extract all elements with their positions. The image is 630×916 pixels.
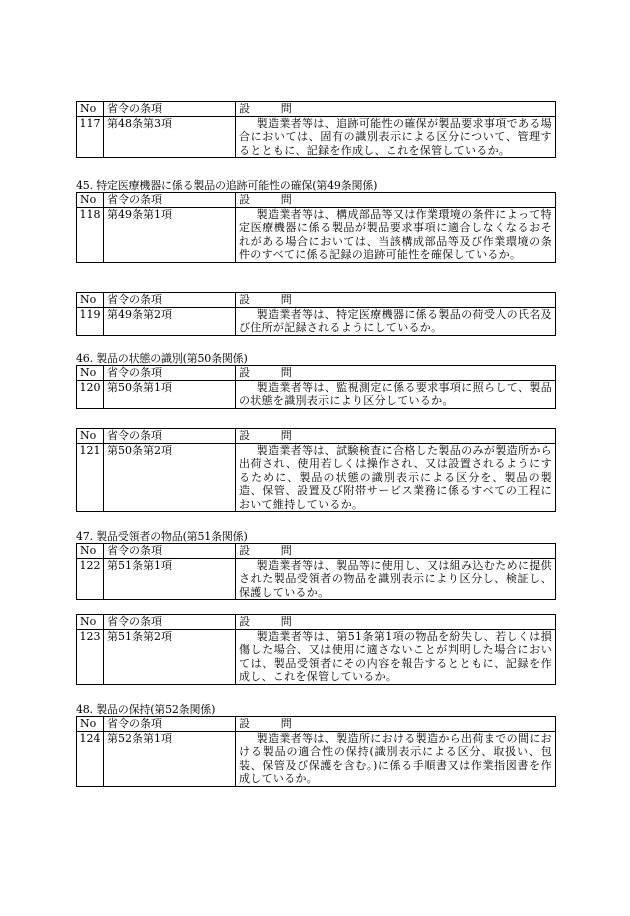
table-row xyxy=(77,116,556,158)
header-question: 設 問 xyxy=(236,429,556,444)
table-row xyxy=(77,731,556,786)
item-question: 製造業者等は、監視測定に係る要求事項に照らして、製品の状態を識別表示により区分しているか。 xyxy=(236,380,556,408)
table-header-row xyxy=(77,193,556,208)
section-heading-47: 47. 製品受領者の物品(第51条関係) xyxy=(76,530,248,543)
header-no: No xyxy=(77,366,104,381)
header-article: 省令の条項 xyxy=(104,544,236,559)
table-header-row xyxy=(77,429,556,444)
table-header-row xyxy=(77,544,556,559)
item-article: 第48条第3項 xyxy=(104,116,236,158)
item-no: 117 xyxy=(77,116,104,158)
question-table xyxy=(76,716,556,787)
header-article: 省令の条項 xyxy=(104,193,236,208)
header-no: No xyxy=(77,429,104,444)
question-table-118 xyxy=(76,192,555,263)
question-table xyxy=(76,365,556,409)
table-row xyxy=(77,307,556,335)
item-question: 製造業者等は、製品等に使用し、又は組み込むために提供された製品受領者の物品を識別表示により区分し、検証し、保護しているか。 xyxy=(236,558,556,600)
header-question: 設 問 xyxy=(236,193,556,208)
header-article: 省令の条項 xyxy=(104,717,236,732)
header-question: 設 問 xyxy=(236,615,556,630)
table-row xyxy=(77,558,556,600)
item-question: 製造業者等は、製造所における製造から出荷までの間における製品の適合性の保持(識別表示による区分、取扱い、包装、保管及び保護を含む。)に係る手順書又は作業指図書を作成しているか。 xyxy=(236,731,556,786)
header-no: No xyxy=(77,544,104,559)
question-table-121 xyxy=(76,428,555,512)
table-header-row xyxy=(77,366,556,381)
header-no: No xyxy=(77,615,104,630)
section-heading-48: 48. 製品の保持(第52条関係) xyxy=(76,703,216,716)
item-no: 120 xyxy=(77,380,104,408)
item-no: 124 xyxy=(77,731,104,786)
table-header-row xyxy=(77,102,556,117)
table-row xyxy=(77,629,556,684)
item-article: 第50条第1項 xyxy=(104,380,236,408)
header-question: 設 問 xyxy=(236,544,556,559)
header-question: 設 問 xyxy=(236,102,556,117)
section-heading-45: 45. 特定医療機器に係る製品の追跡可能性の確保(第49条関係) xyxy=(76,179,378,192)
header-no: No xyxy=(77,102,104,117)
question-table-119 xyxy=(76,292,555,336)
item-no: 119 xyxy=(77,307,104,335)
item-no: 122 xyxy=(77,558,104,600)
table-row xyxy=(77,207,556,262)
table-header-row xyxy=(77,293,556,308)
question-table-120 xyxy=(76,365,555,409)
header-article: 省令の条項 xyxy=(104,429,236,444)
item-article: 第51条第2項 xyxy=(104,629,236,684)
item-question: 製造業者等は、第51条第1項の物品を紛失し、若しくは損傷した場合、又は使用に適さないことが判明した場合においては、製品受領者にその内容を報告するとともに、記録を作成し、これを保管しているか。 xyxy=(236,629,556,684)
header-no: No xyxy=(77,293,104,308)
question-table-122 xyxy=(76,543,555,600)
question-table-123 xyxy=(76,614,555,685)
header-article: 省令の条項 xyxy=(104,366,236,381)
header-question: 設 問 xyxy=(236,366,556,381)
item-article: 第50条第2項 xyxy=(104,443,236,512)
header-article: 省令の条項 xyxy=(104,293,236,308)
header-question: 設 問 xyxy=(236,717,556,732)
question-table-117 xyxy=(76,101,555,158)
section-heading-46: 46. 製品の状態の識別(第50条関係) xyxy=(76,352,248,365)
question-table xyxy=(76,543,556,600)
item-question: 製造業者等は、追跡可能性の確保が製品要求事項である場合においては、固有の識別表示による区分について、管理するとともに、記録を作成し、これを保管しているか。 xyxy=(236,116,556,158)
item-no: 118 xyxy=(77,207,104,262)
header-article: 省令の条項 xyxy=(104,102,236,117)
header-question: 設 問 xyxy=(236,293,556,308)
item-no: 121 xyxy=(77,443,104,512)
header-article: 省令の条項 xyxy=(104,615,236,630)
table-row xyxy=(77,443,556,512)
header-no: No xyxy=(77,193,104,208)
question-table xyxy=(76,192,556,263)
item-question: 製造業者等は、特定医療機器に係る製品の荷受人の氏名及び住所が記録されるようにしているか。 xyxy=(236,307,556,335)
question-table xyxy=(76,101,556,158)
table-header-row xyxy=(77,615,556,630)
item-article: 第49条第1項 xyxy=(104,207,236,262)
header-no: No xyxy=(77,717,104,732)
item-article: 第52条第1項 xyxy=(104,731,236,786)
item-question: 製造業者等は、構成部品等又は作業環境の条件によって特定医療機器に係る製品が製品要求事項に適合しなくなるおそれがある場合においては、当該構成部品等及び作業環境の条件のすべてに係る記録の追跡可能性を確保しているか。 xyxy=(236,207,556,262)
table-header-row xyxy=(77,717,556,732)
question-table xyxy=(76,614,556,685)
item-article: 第49条第2項 xyxy=(104,307,236,335)
item-question: 製造業者等は、試験検査に合格した製品のみが製造所から出荷され、使用若しくは操作され、又は設置されるようにするために、製品の状態の識別表示による区分を、製品の製造、保管、設置及び附帯サービス業務に係るすべての工程において維持しているか。 xyxy=(236,443,556,512)
item-article: 第51条第1項 xyxy=(104,558,236,600)
table-row xyxy=(77,380,556,408)
item-no: 123 xyxy=(77,629,104,684)
question-table xyxy=(76,292,556,336)
question-table xyxy=(76,428,556,512)
question-table-124 xyxy=(76,716,555,787)
